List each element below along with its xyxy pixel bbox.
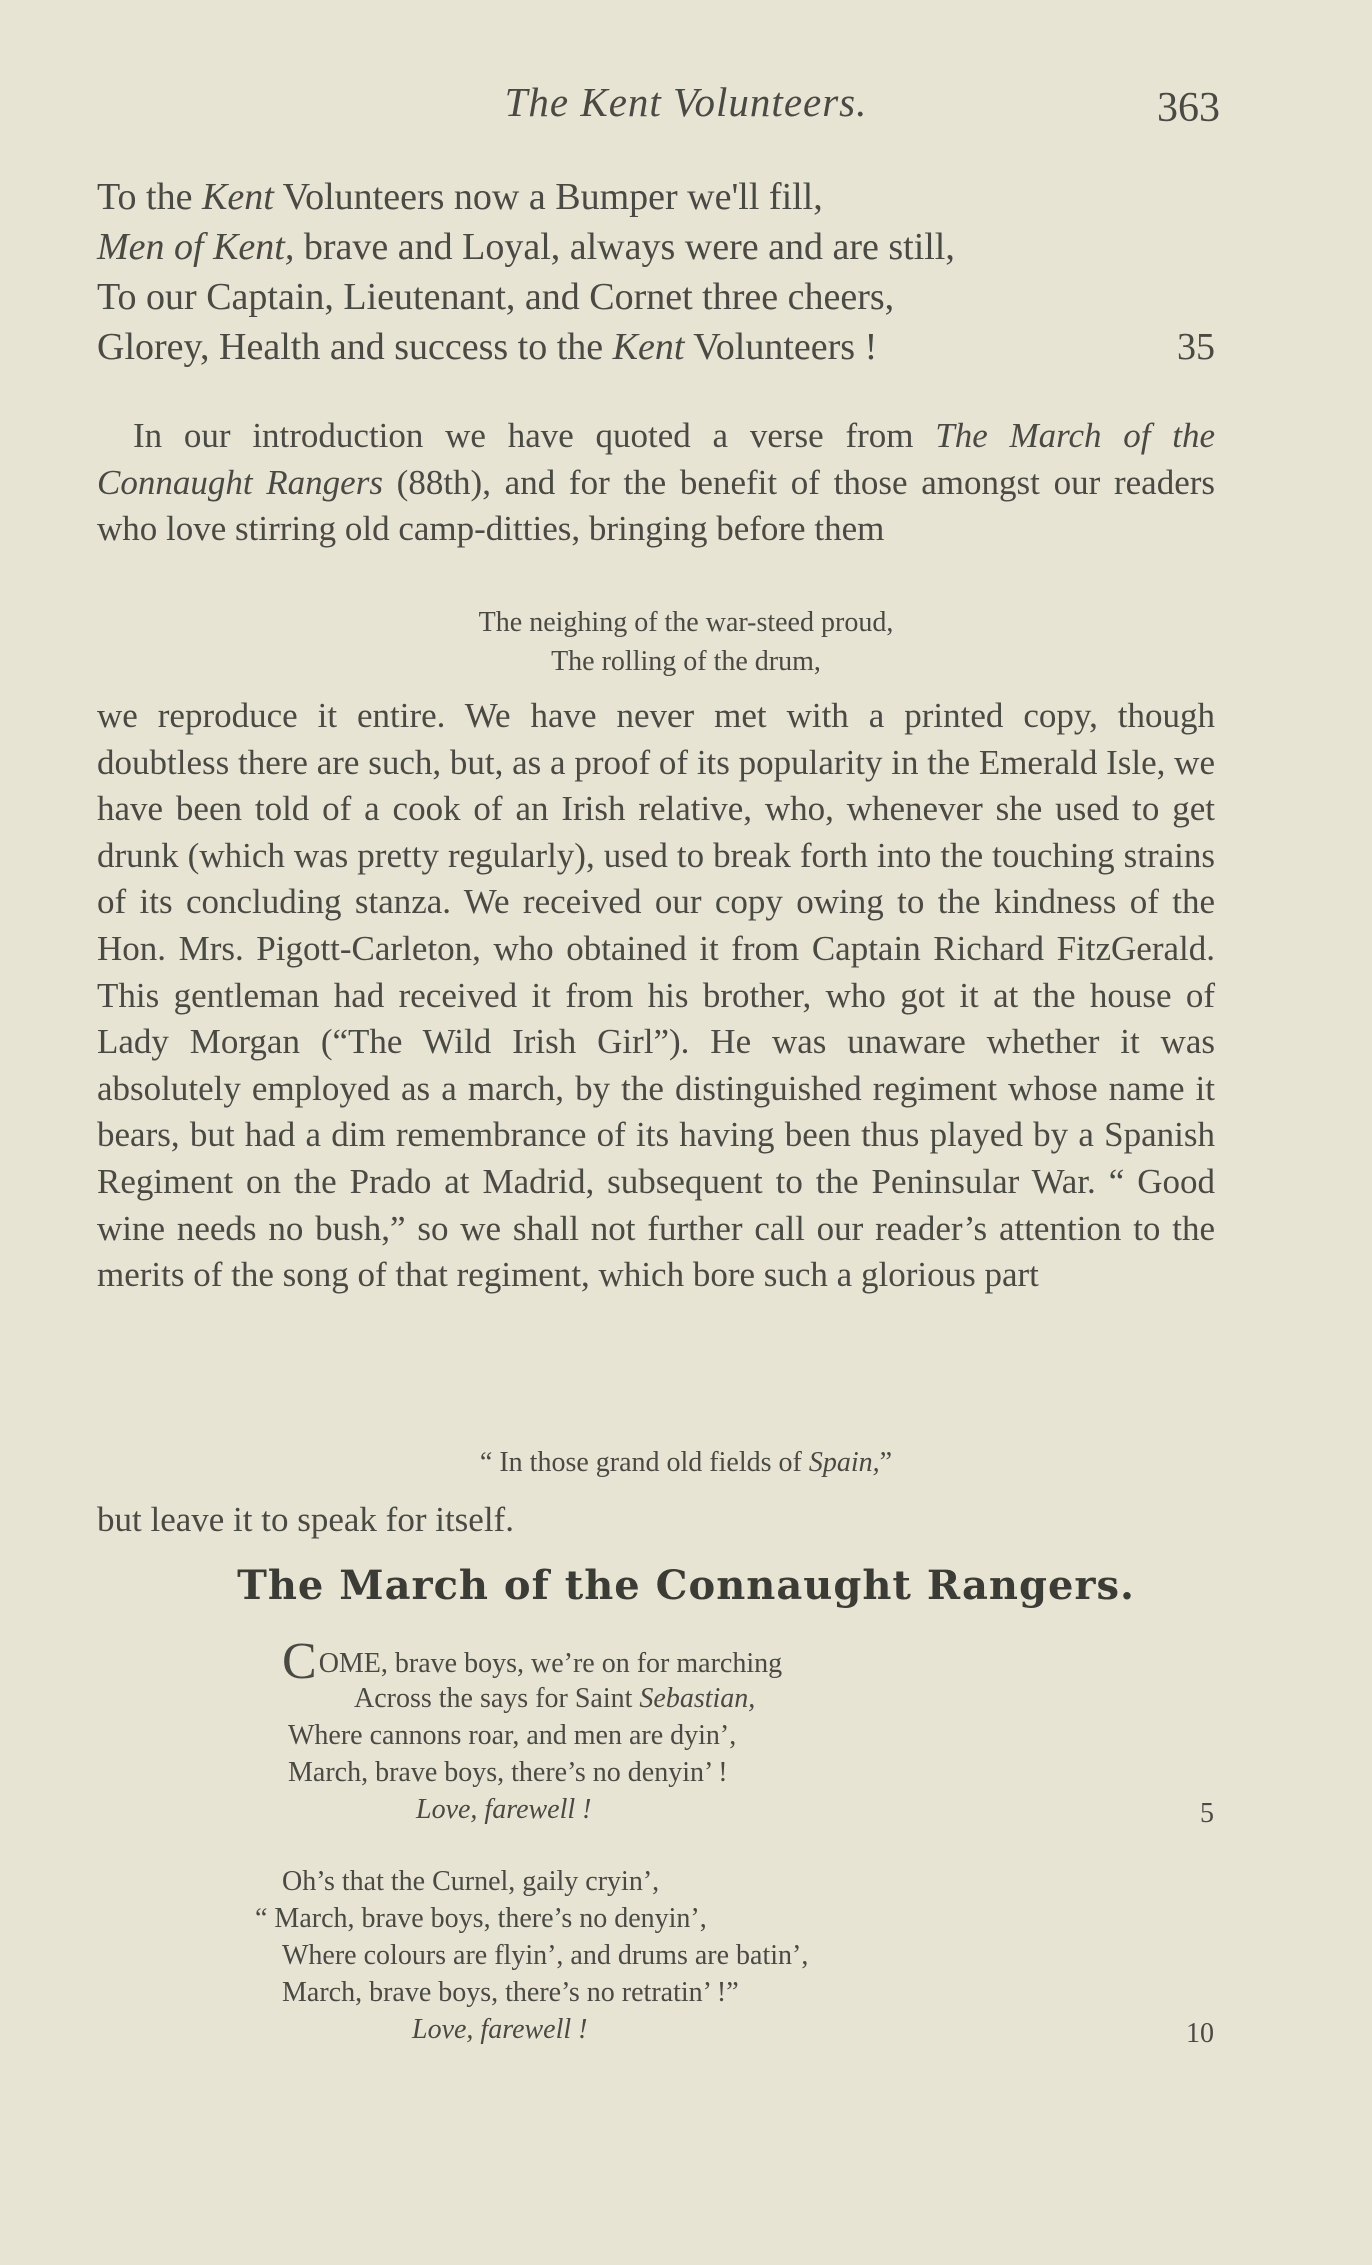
- verse-line-part: Volunteers now a Bumper we'll fill,: [273, 176, 823, 218]
- stanza-2-line: [282, 1974, 1214, 2011]
- stanza-1-line: [282, 1680, 1214, 1717]
- verse-line-part: Kent: [201, 176, 274, 218]
- stanza-1-line-part: March, brave boys, there’s no denyin’ !: [288, 1757, 728, 1788]
- stanza-2: [255, 1863, 1214, 2049]
- verse-line: [97, 172, 1215, 222]
- running-head: [0, 78, 1372, 131]
- verse-line-part: brave and Loyal, always were and are still,: [294, 226, 955, 268]
- quote-line-2: The rolling of the drum,: [551, 646, 821, 677]
- quote-spain: [0, 1443, 1372, 1482]
- intro-paragraph-text: [97, 413, 1215, 553]
- intro-part: In our introduction we have quoted a verse from: [133, 416, 936, 455]
- toast-verse: [97, 172, 1215, 372]
- stanza-1-line-1-text: OME, brave boys, we’re on for marching: [318, 1648, 783, 1679]
- stanza-1-line-part: Across the says for Saint: [354, 1683, 640, 1714]
- stanza-1-line-part: Sebastian,: [639, 1683, 756, 1714]
- verse-line: [97, 272, 1215, 322]
- quote-spain-before: “ In those grand old fields of: [479, 1447, 809, 1478]
- quote-spain-italic: Spain,: [808, 1447, 880, 1478]
- stanza-2-line-part: “ March, brave boys, there’s no denyin’,: [255, 1903, 707, 1934]
- verse-line: [97, 322, 1215, 372]
- main-paragraph: [97, 693, 1215, 1299]
- quote-spain-after: ”: [879, 1447, 893, 1478]
- stanza-2-line-part: March, brave boys, there’s no retratin’ !”: [282, 1977, 739, 2008]
- stanza-2-line: [255, 1900, 1214, 1937]
- song-title: The March of the Connaught Rangers.: [237, 1562, 1135, 1609]
- stanza-1-line: [282, 1717, 1214, 1754]
- intro-part: (88th), and for the benefit of those amongst our readers who love stirring old camp-ditties, bringing before them: [97, 462, 1216, 549]
- line-number: 5: [1200, 1798, 1214, 1829]
- stanza-1-line-1: [282, 1633, 1214, 1690]
- stanza-1-line-part: Love, farewell !: [416, 1794, 592, 1825]
- closing-paragraph-text: but leave it to speak for itself.: [97, 1500, 514, 1539]
- verse-line-part: Volunteers !: [684, 326, 878, 368]
- verse-line-part: Men of Kent,: [97, 226, 295, 268]
- page-number: 363: [1157, 85, 1220, 131]
- stanza-1: [282, 1633, 1214, 1829]
- verse-line-part: To the: [97, 176, 202, 218]
- stanza-2-line-part: Love, farewell !: [412, 2014, 588, 2045]
- intro-part: The March of the Connaught Rangers: [97, 416, 1216, 502]
- line-number: 10: [1186, 2018, 1214, 2049]
- quote-war-steed: [0, 603, 1372, 681]
- intro-paragraph: [97, 413, 1215, 553]
- verse-line-part: Kent: [612, 326, 685, 368]
- verse-line-part: To our Captain, Lieutenant, and Cornet three cheers,: [97, 276, 895, 318]
- stanza-2-line: [282, 2011, 1214, 2048]
- stanza-1-line: [282, 1791, 1214, 1828]
- stanza-2-line-part: Oh’s that the Curnel, gaily cryin’,: [282, 1866, 660, 1897]
- main-paragraph-text: we reproduce it entire. We have never met with a printed copy, though doubtless there are such, but, as a proof of its popularity in the Emerald Isle, we have been told of a cook of an Irish relative, who, whenever she used to get drunk (which was pretty regularly), used to break forth into the touching strains of its concluding stanza. We received our copy owing to the kindness of the Hon. Mrs. Pigott-Carleton, who obtained it from Captain Richard FitzGerald. This gentleman had received it from his brother, who got it at the house of Lady Morgan (“The Wild Irish Girl”). He was unaware whether it was absolutely employed as a march, by the distinguished regiment whose name it bears, but had a dim remembrance of its having been thus played by a Spanish Regiment on the Prado at Madrid, subsequent to the Peninsular War. “ Good wine needs no bush,” so we shall not further call our reader’s attention to the merits of the song of that regiment, which bore such a glorious part: [97, 696, 1215, 1295]
- line-number: 35: [1177, 326, 1215, 368]
- stanza-1-line-part: Where cannons roar, and men are dyin’,: [288, 1720, 737, 1751]
- drop-cap: C: [282, 1633, 317, 1690]
- verse-line: [97, 222, 1215, 272]
- verse-line-part: Glorey, Health and success to the: [97, 326, 613, 368]
- stanza-2-line-part: Where colours are flyin’, and drums are batin’,: [282, 1940, 809, 1971]
- running-title: The Kent Volunteers.: [504, 79, 868, 125]
- stanza-2-line: [282, 1937, 1214, 1974]
- closing-paragraph: [97, 1497, 1215, 1544]
- stanza-2-line: [282, 1863, 1214, 1900]
- quote-line-1: The neighing of the war-steed proud,: [478, 607, 894, 638]
- stanza-1-line: [282, 1754, 1214, 1791]
